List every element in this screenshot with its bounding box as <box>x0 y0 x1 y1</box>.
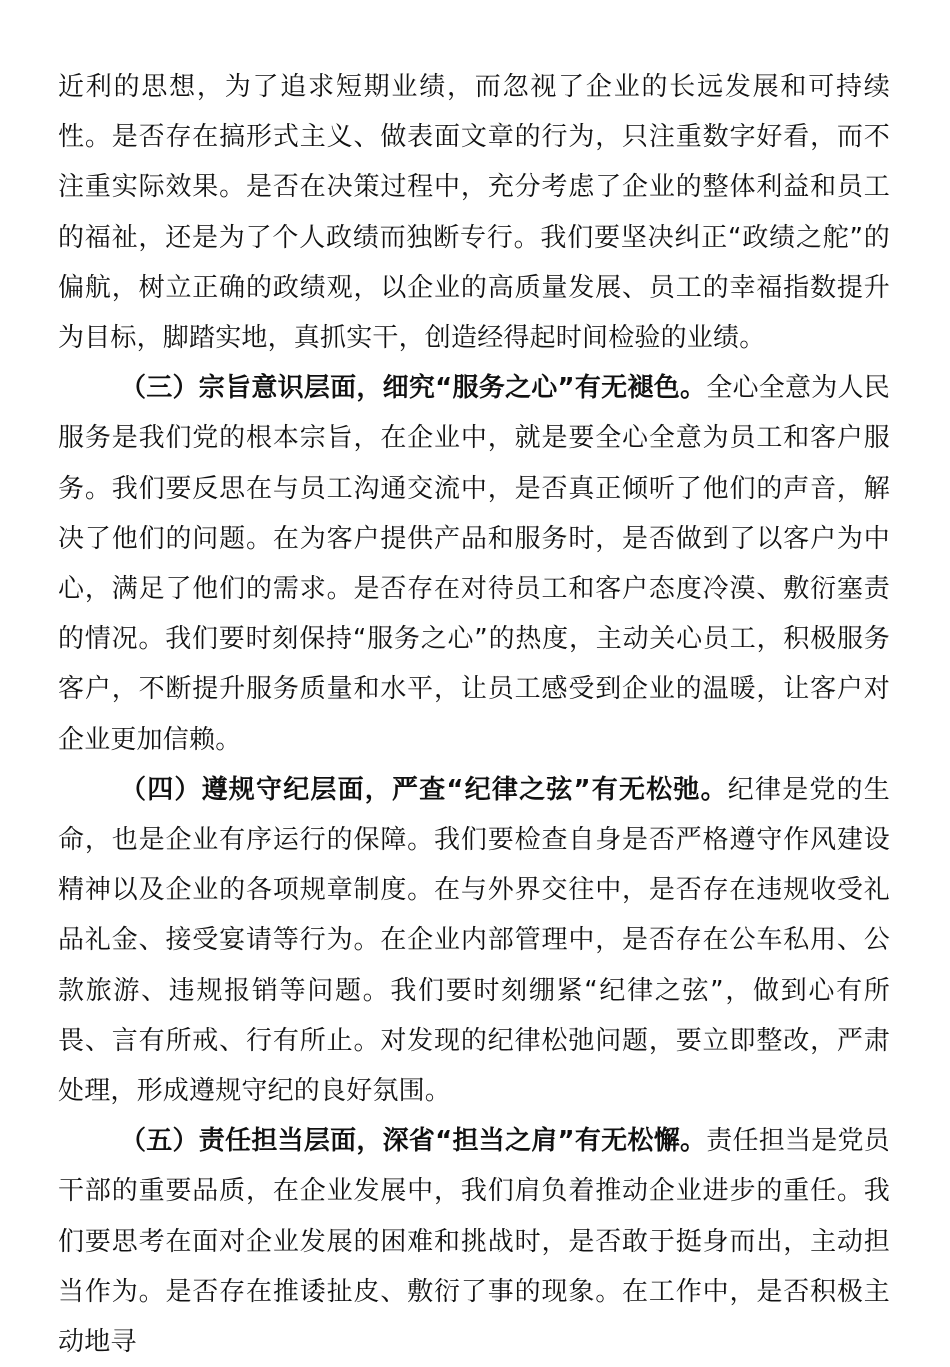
section-heading: （三）宗旨意识层面，细究“服务之心”有无褪色。 <box>120 373 707 404</box>
section-discipline <box>58 765 890 1116</box>
document-page <box>58 62 890 1367</box>
paragraph-body: 纪律是党的生命，也是企业有序运行的保障。我们要检查自身是否严格遵守作风建设精神以及企业的各项规章制度。在与外界交往中，是否存在违规收受礼品礼金、接受宴请等行为。在企业内部管理中，是否存在公车私用、公款旅游、违规报销等问题。我们要时刻绷紧“纪律之弦”，做到心有所畏、言有所戒、行有所止。对发现的纪律松弛问题，要立即整改，严肃处理，形成遵规守纪的良好氛围。 <box>58 774 891 1107</box>
paragraph-body: 责任担当是党员干部的重要品质，在企业发展中，我们肩负着推动企业进步的重任。我们要思考在面对企业发展的困难和挑战时，是否敢于挺身而出，主动担当作为。是否存在推诿扯皮、敷衍了事的现象。在工作中，是否积极主动地寻 <box>58 1126 890 1358</box>
section-responsibility <box>58 1116 890 1367</box>
section-heading: （五）责任担当层面，深省“担当之肩”有无松懈。 <box>120 1126 707 1157</box>
section-purpose-awareness <box>58 363 890 765</box>
paragraph-body: 全心全意为人民服务是我们党的根本宗旨，在企业中，就是要全心全意为员工和客户服务。我们要反思在与员工沟通交流中，是否真正倾听了他们的声音，解决了他们的问题。在为客户提供产品和服务时，是否做到了以客户为中心，满足了他们的需求。是否存在对待员工和客户态度冷漠、敷衍塞责的情况。我们要时刻保持“服务之心”的热度，主动关心员工，积极服务客户，不断提升服务质量和水平，让员工感受到企业的温暖，让客户对企业更加信赖。 <box>58 373 890 755</box>
paragraph-continuation <box>58 62 890 363</box>
paragraph-body: 近利的思想，为了追求短期业绩，而忽视了企业的长远发展和可持续性。是否存在搞形式主义、做表面文章的行为，只注重数字好看，而不注重实际效果。是否在决策过程中，充分考虑了企业的整体利益和员工的福祉，还是为了个人政绩而独断专行。我们要坚决纠正“政绩之舵”的偏航，树立正确的政绩观，以企业的高质量发展、员工的幸福指数提升为目标，脚踏实地，真抓实干，创造经得起时间检验的业绩。 <box>58 72 890 354</box>
section-heading: （四）遵规守纪层面，严查“纪律之弦”有无松弛。 <box>120 774 728 805</box>
